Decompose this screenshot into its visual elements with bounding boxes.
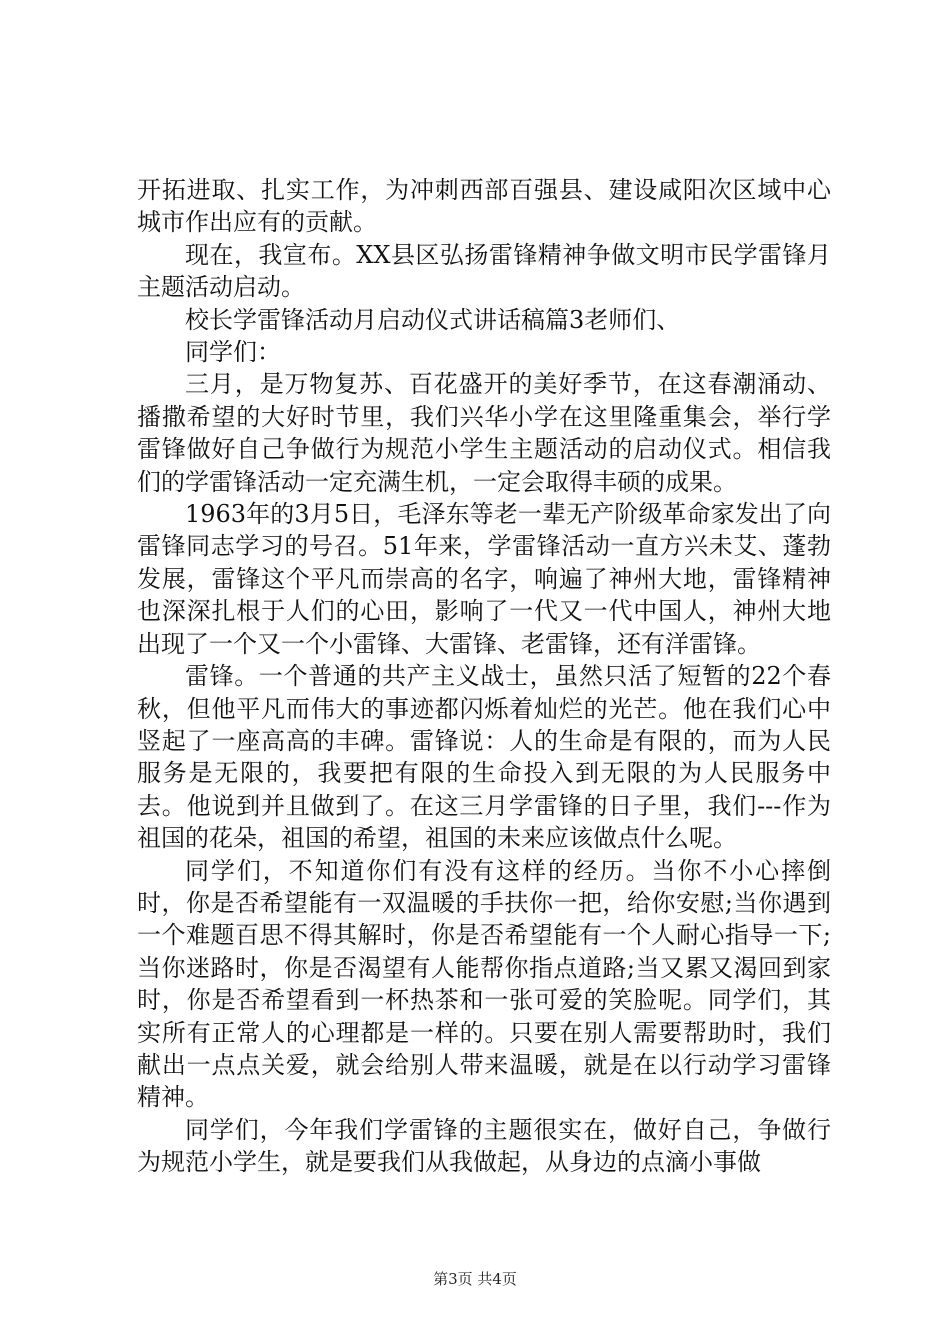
paragraph: 1963年的3月5日，毛泽东等老一辈无产阶级革命家发出了向雷锋同志学习的号召。51年来，学雷锋活动一直方兴未艾、蓬勃发展，雷锋这个平凡而崇高的名字，响遍了神州大地，雷锋精神也深深扎根于人们的心田，影响了一代又一代中国人，神州大地出现了一个又一个小雷锋、大雷锋、老雷锋，还有洋雷锋。: [137, 500, 831, 658]
paragraph: 同学们：: [185, 338, 281, 367]
page-number-footer: 第3页 共4页: [433, 1270, 517, 1288]
paragraph: 同学们，今年我们学雷锋的主题很实在，做好自己，争做行为规范小学生，就是要我们从我做起，从身边的点滴小事做: [137, 1115, 831, 1177]
paragraph: 雷锋。一个普通的共产主义战士，虽然只活了短暂的22个春秋，但他平凡而伟大的事迹都闪烁着灿烂的光芒。他在我们心中竖起了一座高高的丰碑。雷锋说：人的生命是有限的，而为人民服务是无限的，我要把有限的生命投入到无限的为人民服务中去。他说到并且做到了。在这三月学雷锋的日子里，我们---作为祖国的花朵，祖国的希望，祖国的未来应该做点什么呢。: [137, 662, 831, 853]
paragraph: 开拓进取、扎实工作，为冲刺西部百强县、建设咸阳次区域中心城市作出应有的贡献。: [137, 176, 831, 237]
document-body: [137, 174, 831, 1179]
paragraph: 同学们，不知道你们有没有这样的经历。当你不小心摔倒时，你是否希望能有一双温暖的手扶你一把，给你安慰;当你遇到一个难题百思不得其解时，你是否希望能有一个人耐心指导一下;当你迷路时，你是否渴望有人能帮你指点道路;当又累又渴回到家时，你是否希望看到一杯热茶和一张可爱的笑脸呢。同学们，其实所有正常人的心理都是一样的。只要在别人需要帮助时，我们献出一点点关爱，就会给别人带来温暖，就是在以行动学习雷锋精神。: [137, 856, 831, 1112]
paragraph: 校长学雷锋活动月启动仪式讲话稿篇3老师们、: [185, 305, 681, 334]
paragraph: 三月，是万物复苏、百花盛开的美好季节，在这春潮涌动、播撒希望的大好时节里，我们兴华小学在这里隆重集会，举行学雷锋做好自己争做行为规范小学生主题活动的启动仪式。相信我们的学雷锋活动一定充满生机，一定会取得丰硕的成果。: [137, 370, 831, 496]
paragraph: 现在，我宣布。XX县区弘扬雷锋精神争做文明市民学雷锋月主题活动启动。: [137, 240, 831, 302]
